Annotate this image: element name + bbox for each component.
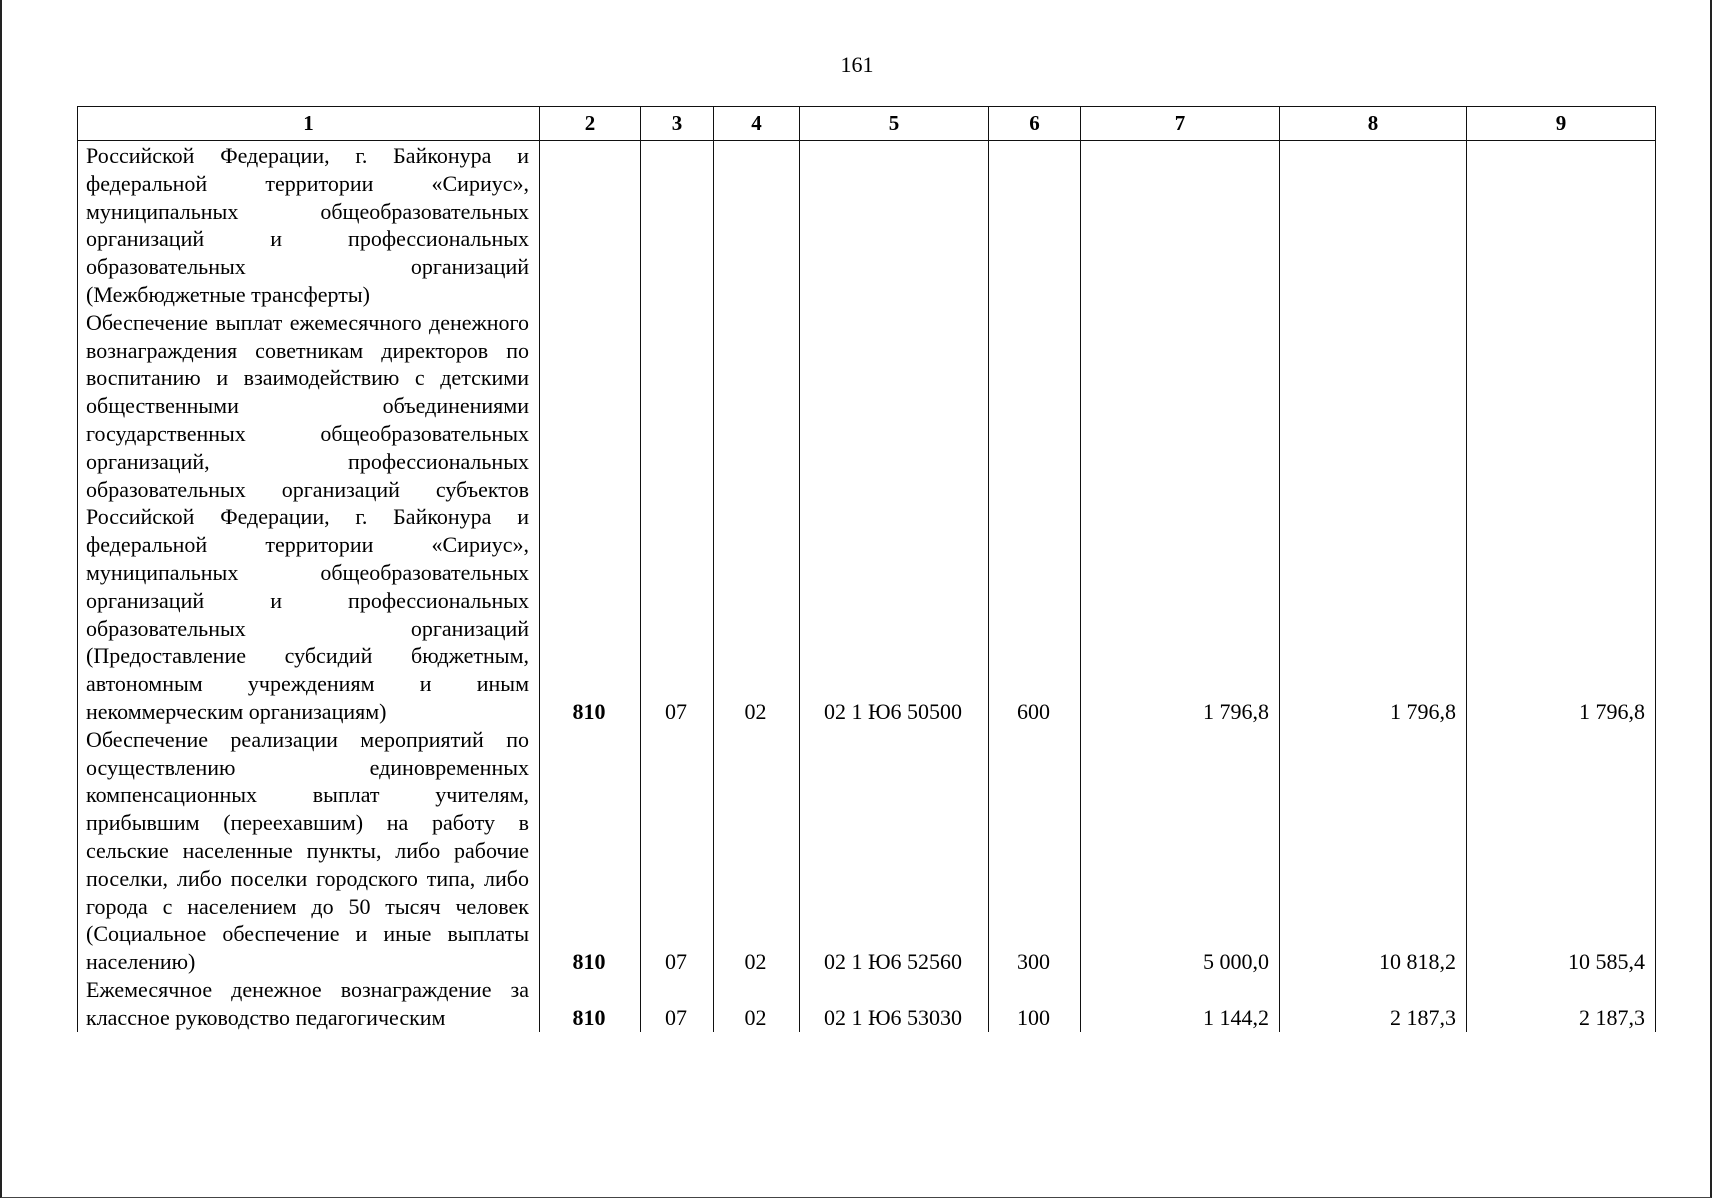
cell-subsection <box>714 141 800 309</box>
cell-target-article <box>800 141 989 309</box>
cell-amount-col8: 1 796,8 <box>1280 309 1467 726</box>
column-header: 2 <box>540 107 641 141</box>
row-description: Российской Федерации, г. Байконура и федеральной территории «Сириус», муниципальных общеобразовательных организаций и профессиональных образовательных организаций (Межбюджетные трансферты) <box>78 141 540 309</box>
column-header: 3 <box>641 107 714 141</box>
cell-section: 07 <box>641 309 714 726</box>
cell-ministry-code: 810 <box>540 309 641 726</box>
budget-table <box>77 106 1656 1032</box>
cell-section <box>641 141 714 309</box>
cell-subsection: 02 <box>714 309 800 726</box>
cell-subsection: 02 <box>714 976 800 1032</box>
cell-amount-col9: 2 187,3 <box>1467 976 1656 1032</box>
row-description: Ежемесячное денежное вознаграждение за классное руководство педагогическим <box>78 976 540 1032</box>
cell-amount-col8 <box>1280 141 1467 309</box>
column-header: 8 <box>1280 107 1467 141</box>
cell-target-article: 02 1 Ю6 53030 <box>800 976 989 1032</box>
row-description: Обеспечение выплат ежемесячного денежного вознаграждения советникам директоров по воспитанию и взаимодействию с детскими общественными объединениями государственных общеобразовательных организаций, профессиональных образовательных организаций субъектов Российской Федерации, г. Байконура и федеральной территории «Сириус», муниципальных общеобразовательных организаций и профессиональных образовательных организаций (Предоставление субсидий бюджетным, автономным учреждениям и иным некоммерческим организациям) <box>78 309 540 726</box>
column-header: 1 <box>78 107 540 141</box>
table-row <box>78 726 1656 976</box>
cell-amount-col7: 1 144,2 <box>1081 976 1280 1032</box>
table-row <box>78 976 1656 1032</box>
cell-amount-col9: 10 585,4 <box>1467 726 1656 976</box>
cell-target-article: 02 1 Ю6 50500 <box>800 309 989 726</box>
cell-amount-col7: 1 796,8 <box>1081 309 1280 726</box>
cell-section: 07 <box>641 976 714 1032</box>
column-header: 4 <box>714 107 800 141</box>
cell-subsection: 02 <box>714 726 800 976</box>
cell-amount-col9: 1 796,8 <box>1467 309 1656 726</box>
column-header: 7 <box>1081 107 1280 141</box>
cell-expense-type: 100 <box>989 976 1081 1032</box>
cell-expense-type <box>989 141 1081 309</box>
column-header: 5 <box>800 107 989 141</box>
column-header: 6 <box>989 107 1081 141</box>
cell-expense-type: 300 <box>989 726 1081 976</box>
row-description: Обеспечение реализации мероприятий по осуществлению единовременных компенсационных выплат учителям, прибывшим (переехавшим) на работу в сельские населенные пункты, либо рабочие поселки, либо поселки городского типа, либо города с населением до 50 тысяч человек (Социальное обеспечение и иные выплаты населению) <box>78 726 540 976</box>
cell-amount-col9 <box>1467 141 1656 309</box>
cell-amount-col8: 10 818,2 <box>1280 726 1467 976</box>
page-number: 161 <box>840 52 874 77</box>
cell-ministry-code <box>540 141 641 309</box>
table-row <box>78 141 1656 309</box>
cell-amount-col7: 5 000,0 <box>1081 726 1280 976</box>
cell-expense-type: 600 <box>989 309 1081 726</box>
cell-amount-col7 <box>1081 141 1280 309</box>
cell-amount-col8: 2 187,3 <box>1280 976 1467 1032</box>
table-row <box>78 309 1656 726</box>
column-header: 9 <box>1467 107 1656 141</box>
cell-section: 07 <box>641 726 714 976</box>
cell-ministry-code: 810 <box>540 976 641 1032</box>
cell-ministry-code: 810 <box>540 726 641 976</box>
cell-target-article: 02 1 Ю6 52560 <box>800 726 989 976</box>
header-row <box>78 107 1656 141</box>
